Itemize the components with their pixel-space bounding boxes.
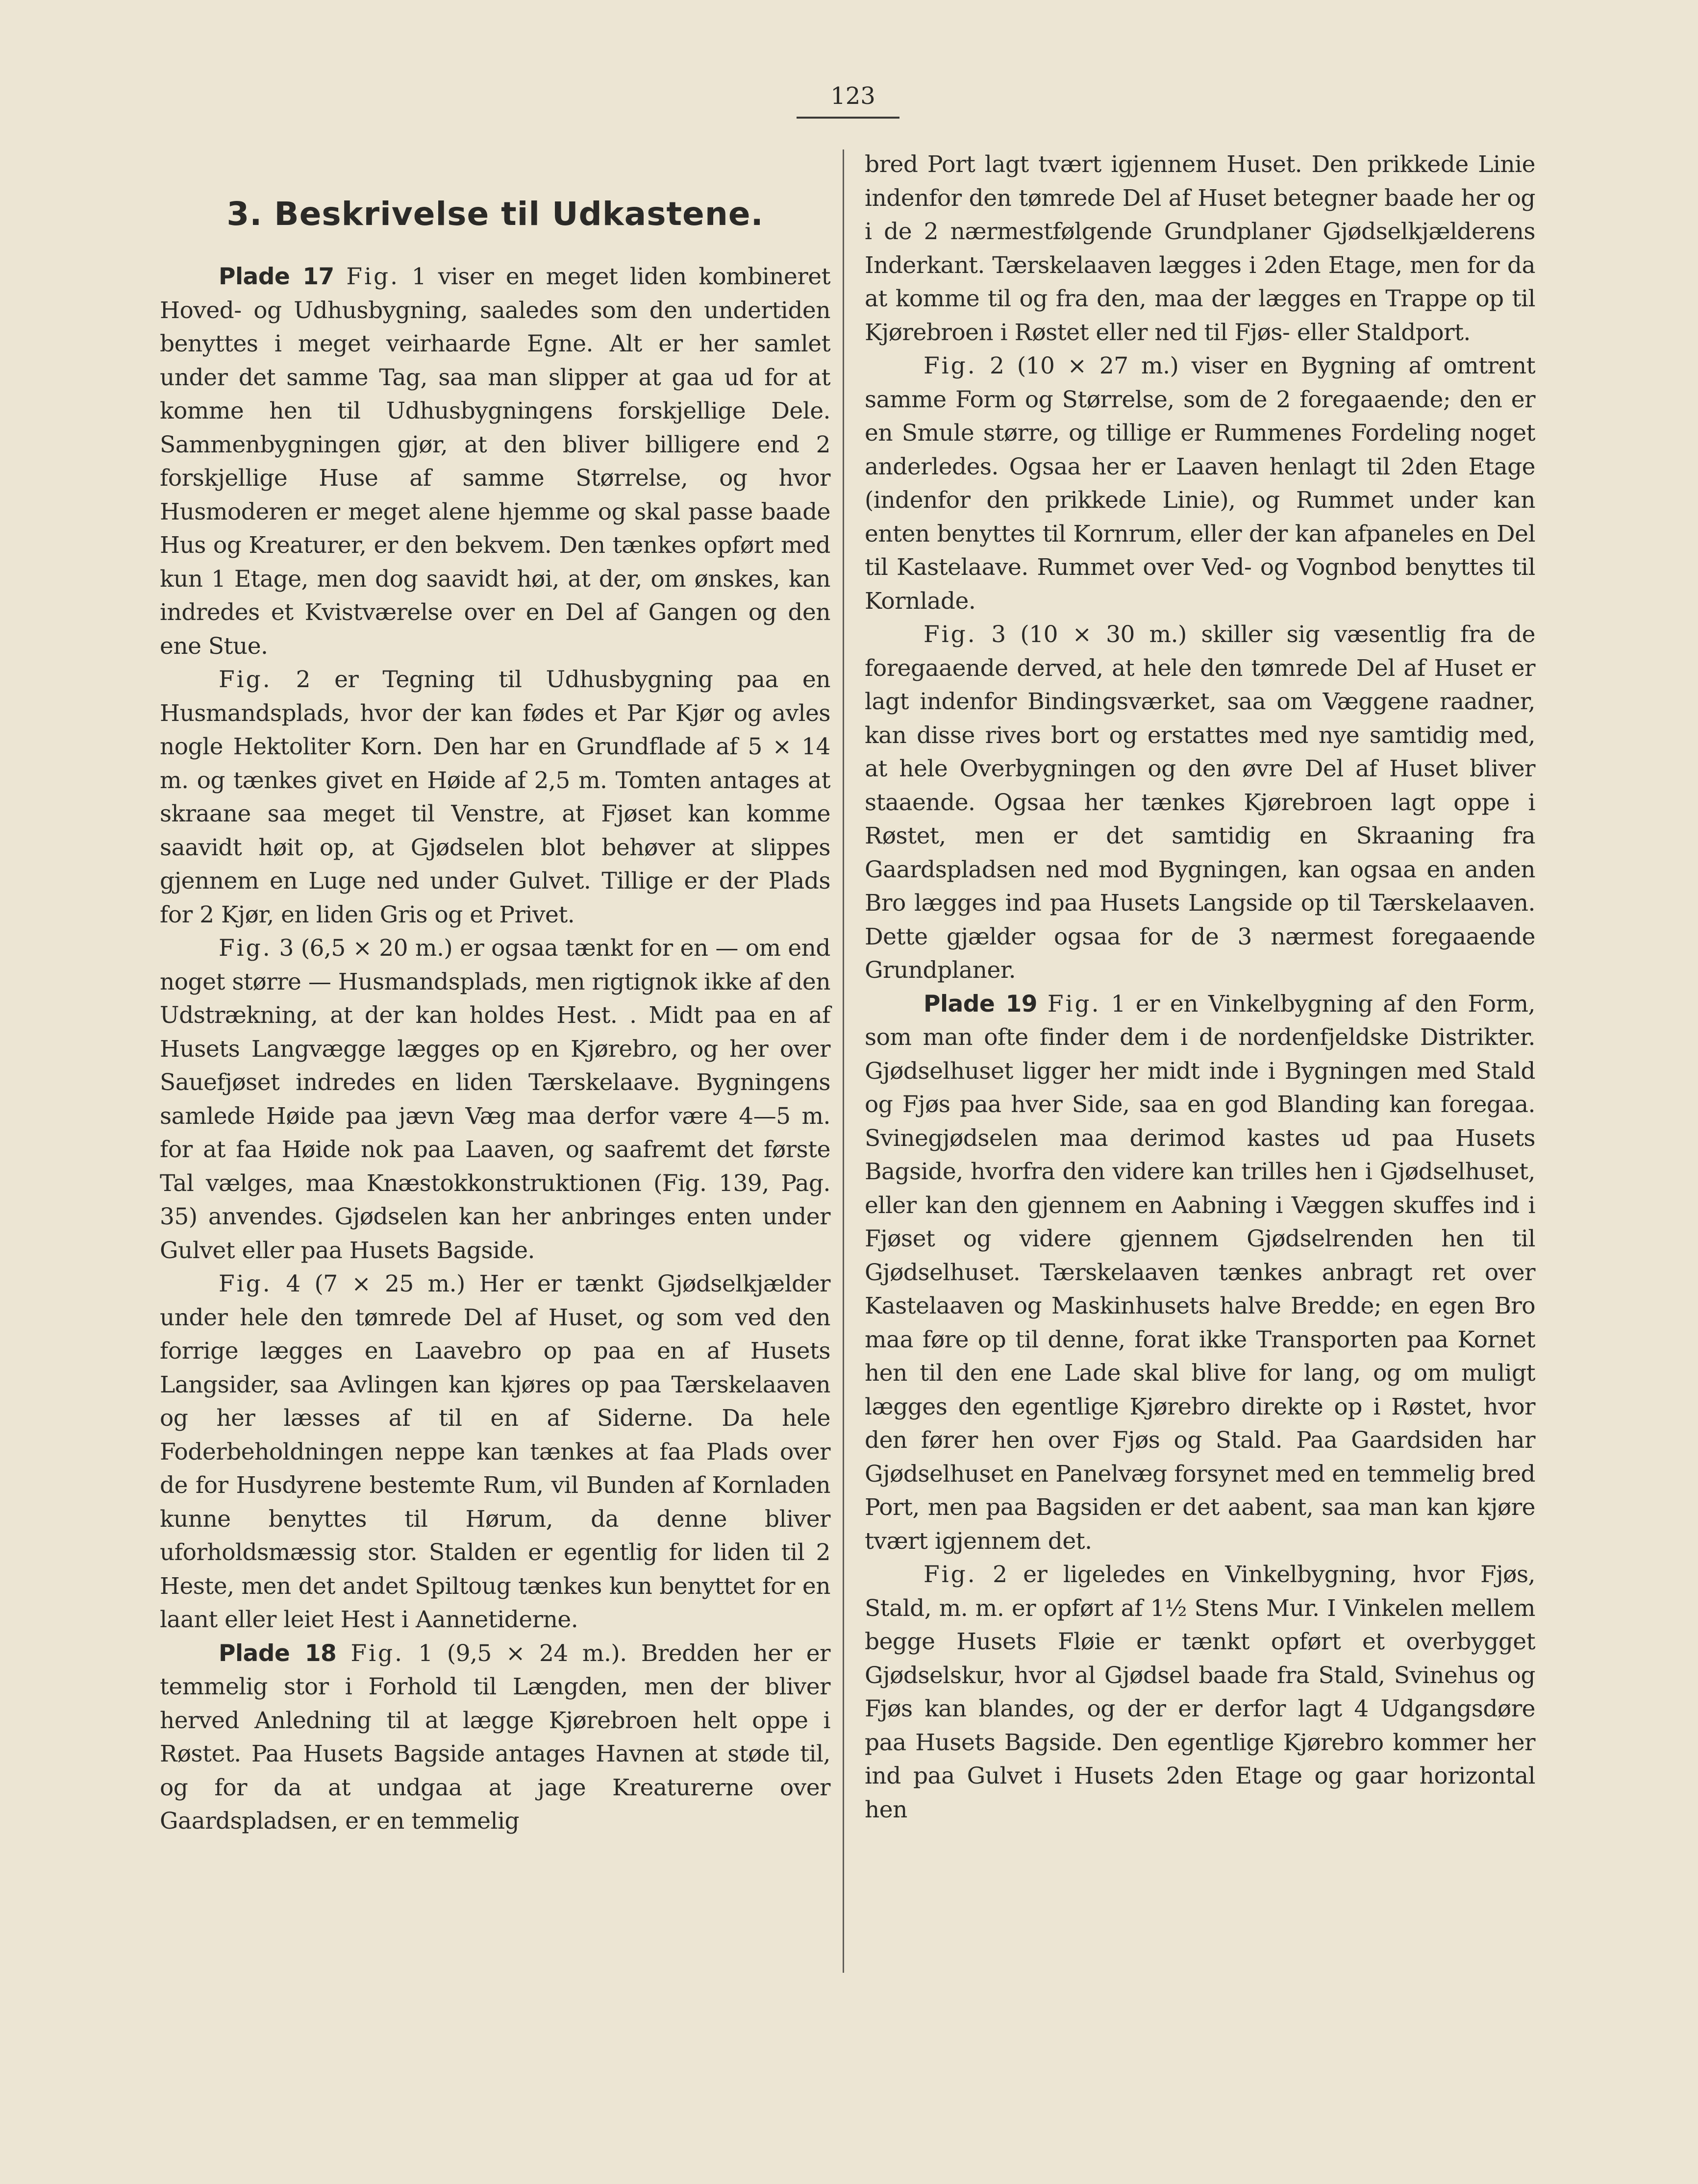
paragraph bbox=[160, 932, 830, 1267]
paragraph bbox=[160, 663, 830, 932]
left-paragraphs bbox=[160, 260, 830, 1838]
paragraph bbox=[865, 349, 1535, 618]
figure-label: Fig. bbox=[219, 666, 272, 693]
paragraph bbox=[865, 988, 1535, 1559]
paragraph-text: 2 er Tegning til Udhusbygning paa en Husmandsplads, hvor der kan fødes et Par Kjør og avles nogle Hektoliter Korn. Den har en Grundflade af 5 ⨯ 14 m. og tænkes givet en Høide af 2,5 m. Tomten antages at skraane saa meget til Venstre, at Fjøset kan komme saavidt høit op, at Gjødselen blot behøver at slippes gjennem en Luge ned under Gulvet. Tillige er der Plads for 2 Kjør, en liden Gris og et Privet. bbox=[160, 666, 830, 928]
plate-label: Plade 17 bbox=[219, 263, 334, 290]
paragraph bbox=[865, 148, 1535, 349]
column-divider bbox=[843, 149, 844, 1973]
paragraph bbox=[160, 260, 830, 663]
left-column bbox=[160, 149, 830, 1838]
figure-label: Fig. bbox=[350, 1639, 404, 1667]
page-number-rule bbox=[797, 117, 899, 119]
paragraph-text: bred Port lagt tvært igjennem Huset. Den prikkede Linie indenfor den tømrede Del af Huset betegner baade her og i de 2 nærmestfølgende Grundplaner Gjødselkjælderens Inderkant. Tærskelaaven lægges i 2den Etage, men for da at komme til og fra den, maa der lægges en Trappe op til Kjørebroen i Røstet eller ned til Fjøs- eller Staldport. bbox=[865, 151, 1535, 346]
paragraph bbox=[865, 618, 1535, 988]
right-column bbox=[865, 148, 1535, 1827]
section-heading: 3. Beskrivelse til Udkastene. bbox=[226, 195, 764, 233]
paragraph-text: 1 viser en meget liden kombineret Hoved- og Udhusbygning, saaledes som den undertiden benyttes i meget veirhaarde Egne. Alt er her samlet under det samme Tag, saa man slipper at gaa ud for at komme hen til Udhusbygningens forskjellige Dele. Sammenbygningen gjør, at den bliver billigere end 2 forskjellige Huse af samme Størrelse, og hvor Husmoderen er meget alene hjemme og skal passe baade Hus og Kreaturer, er den bekvem. Den tænkes opført med kun 1 Etage, men dog saavidt høi, at der, om ønskes, kan indredes et Kvistværelse over en Del af Gangen og den ene Stue. bbox=[160, 263, 830, 660]
figure-label: Fig. bbox=[924, 1561, 977, 1588]
paragraph bbox=[160, 1637, 830, 1838]
paragraph-text: 2 (10 ⨯ 27 m.) viser en Bygning af omtrent samme Form og Størrelse, som de 2 foregaaende; den er en Smule større, og tillige er Rummenes Fordeling noget anderledes. Ogsaa her er Laaven henlagt til 2den Etage (indenfor den prikkede Linie), og Rummet under kan enten benyttes til Kornrum, eller der kan afpaneles en Del til Kastelaave. Rummet over Ved- og Vognbod benyttes til Kornlade. bbox=[865, 352, 1535, 615]
paragraph-text: 3 (6,5 ⨯ 20 m.) er ogsaa tænkt for en — om end noget større — Husmandsplads, men rigtignok ikke af den Udstrækning, at der kan holdes Hest. . Midt paa en af Husets Langvægge lægges op en Kjørebro, og her over Sauefjøset indredes en liden Tærskelaave. Bygningens samlede Høide paa jævn Væg maa derfor være 4—5 m. for at faa Høide nok paa Laaven, og saafremt det første Tal vælges, maa Knæstokkonstruktionen (Fig. 139, Pag. 35) anvendes. Gjødselen kan her anbringes enten under Gulvet eller paa Husets Bagside. bbox=[160, 935, 830, 1264]
plate-label: Plade 18 bbox=[219, 1639, 337, 1667]
figure-label: Fig. bbox=[346, 263, 400, 290]
paragraph-text: 3 (10 ⨯ 30 m.) skiller sig væsentlig fra de foregaaende derved, at hele den tømrede Del af Huset er lagt indenfor Bindingsværket, saa om Væggene raadner, kan disse rives bort og erstattes med nye samtidig med, at hele Overbygningen og den øvre Del af Huset bliver staaende. Ogsaa her tænkes Kjørebroen lagt oppe i Røstet, men er det samtidig en Skraaning fra Gaardspladsen ned mod Bygningen, kan ogsaa en anden Bro lægges ind paa Husets Langside op til Tærskelaaven. Dette gjælder ogsaa for de 3 nærmest foregaaende Grundplaner. bbox=[865, 621, 1535, 984]
paragraph-text: 1 (9,5 ⨯ 24 m.). Bredden her er temmelig stor i Forhold til Længden, men der bliver herved Anledning til at lægge Kjørebroen helt oppe i Røstet. Paa Husets Bagside antages Havnen at støde til, og for da at undgaa at jage Kreaturerne over Gaardspladsen, er en temmelig bbox=[160, 1639, 831, 1835]
figure-label: Fig. bbox=[924, 352, 977, 379]
plate-label: Plade 19 bbox=[924, 990, 1037, 1018]
figure-label: Fig. bbox=[219, 935, 272, 962]
figure-label: Fig. bbox=[1047, 990, 1101, 1018]
paragraph bbox=[160, 1267, 830, 1637]
page-number: 123 bbox=[830, 82, 875, 110]
paragraph-text: 4 (7 ⨯ 25 m.) Her er tænkt Gjødselkjælder under hele den tømrede Del af Huset, og som ved den forrige lægges en Laavebro op paa en af Husets Langsider, saa Avlingen kan kjøres op paa Tærskelaaven og her læsses af til en af Siderne. Da hele Foderbeholdningen neppe kan tænkes at faa Plads over de for Husdyrene bestemte Rum, vil Bunden af Kornladen kunne benyttes til Hørum, da denne bliver uforholdsmæssig stor. Stalden er egentlig for liden til 2 Heste, men det andet Spiltoug tænkes kun benyttet for en laant eller leiet Hest i Aannetiderne. bbox=[160, 1270, 830, 1633]
right-paragraphs bbox=[865, 148, 1535, 1827]
paragraph bbox=[865, 1558, 1535, 1827]
figure-label: Fig. bbox=[219, 1270, 272, 1297]
figure-label: Fig. bbox=[924, 621, 977, 648]
paragraph-text: 1 er en Vinkelbygning af den Form, som man ofte finder dem i de nordenfjeldske Distrikter. Gjødselhuset ligger her midt inde i Bygningen med Stald og Fjøs paa hver Side, saa en god Blanding kan foregaa. Svinegjødselen maa derimod kastes ud paa Husets Bagside, hvorfra den videre kan trilles hen i Gjødselhuset, eller kan den gjennem en Aabning i Væggen skuffes ind i Fjøset og videre gjennem Gjødselrenden hen til Gjødselhuset. Tærskelaaven tænkes anbragt ret over Kastelaaven og Maskinhusets halve Bredde; en egen Bro maa føre op til denne, forat ikke Transporten paa Kornet hen til den ene Lade skal blive for lang, og om muligt lægges den egentlige Kjørebro direkte op i Røstet, hvor den fører hen over Fjøs og Stald. Paa Gaardsiden har Gjødselhuset en Panelvæg forsynet med en temmelig bred Port, men paa Bagsiden er det aabent, saa man kan kjøre tvært igjennem det. bbox=[865, 990, 1535, 1555]
paragraph-text: 2 er ligeledes en Vinkelbygning, hvor Fjøs, Stald, m. m. er opført af 1½ Stens Mur. I Vinkelen mellem begge Husets Fløie er tænkt opført et overbygget Gjødselskur, hvor al Gjødsel baade fra Stald, Svinehus og Fjøs kan blandes, og der er derfor lagt 4 Udgangsdøre paa Husets Bagside. Den egentlige Kjørebro kommer her ind paa Gulvet i Husets 2den Etage og gaar horizontal hen bbox=[865, 1561, 1535, 1823]
